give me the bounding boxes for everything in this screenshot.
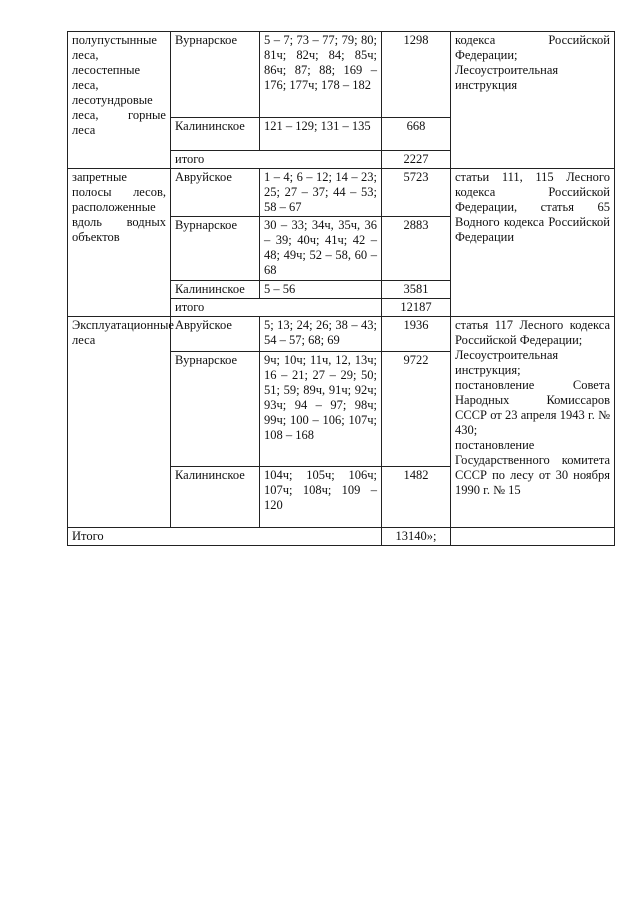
- total-label: Итого: [68, 528, 382, 546]
- subtotal-label: итого: [171, 151, 382, 169]
- table-row: [68, 32, 615, 118]
- forestry-cell: Вурнарское: [171, 32, 260, 118]
- legal-basis-cell: статьи 111, 115 Лесного кодекса Российской Федерации, статья 65 Водного кодекса Российской Федерации: [451, 169, 615, 317]
- quarters-cell: 5 – 7; 73 – 77; 79; 80; 81ч; 82ч; 84; 85ч; 86ч; 87; 88; 169 – 176; 177ч; 178 – 182: [260, 32, 382, 118]
- forest-category-table: [67, 31, 615, 546]
- forestry-cell: Авруйское: [171, 317, 260, 352]
- area-cell: 1936: [382, 317, 451, 352]
- category-cell: Эксплуатационные леса: [68, 317, 171, 528]
- quarters-cell: 30 – 33; 34ч, 35ч, 36 – 39; 40ч; 41ч; 42 – 48; 49ч; 52 – 58, 60 – 68: [260, 217, 382, 281]
- total-value: 13140»;: [382, 528, 451, 546]
- area-cell: 1482: [382, 467, 451, 528]
- legal-basis-cell: статья 117 Лесного кодекса Российской Федерации; Лесоустроительная инструкция; постановление Совета Народных Комиссаров СССР от 23 апреля 1943 г. № 430; постановление Государственного комитета СССР по лесу от 30 ноября 1990 г. № 15: [451, 317, 615, 528]
- area-cell: 9722: [382, 352, 451, 467]
- subtotal-label: итого: [171, 299, 382, 317]
- table-row: [68, 317, 615, 352]
- empty-cell: [451, 528, 615, 546]
- subtotal-value: 12187: [382, 299, 451, 317]
- category-cell: полупустынные леса, лесостепные леса, лесотундровые леса, горные леса: [68, 32, 171, 169]
- forestry-cell: Калининское: [171, 118, 260, 151]
- forestry-cell: Калининское: [171, 467, 260, 528]
- forestry-cell: Авруйское: [171, 169, 260, 217]
- forestry-cell: Вурнарское: [171, 217, 260, 281]
- quarters-cell: 104ч; 105ч; 106ч; 107ч; 108ч; 109 – 120: [260, 467, 382, 528]
- quarters-cell: 9ч; 10ч; 11ч, 12, 13ч; 16 – 21; 27 – 29; 50; 51; 59; 89ч, 91ч; 92ч; 93ч; 94 – 97; 98ч; 99ч; 100 – 106; 107ч; 108 – 168: [260, 352, 382, 467]
- table-row: [68, 169, 615, 217]
- area-cell: 3581: [382, 281, 451, 299]
- quarters-cell: 5; 13; 24; 26; 38 – 43; 54 – 57; 68; 69: [260, 317, 382, 352]
- category-cell: запретные полосы лесов, расположенные вдоль водных объектов: [68, 169, 171, 317]
- area-cell: 1298: [382, 32, 451, 118]
- area-cell: 668: [382, 118, 451, 151]
- subtotal-value: 2227: [382, 151, 451, 169]
- area-cell: 5723: [382, 169, 451, 217]
- legal-basis-cell: кодекса Российской Федерации; Лесоустроительная инструкция: [451, 32, 615, 169]
- forestry-cell: Калининское: [171, 281, 260, 299]
- area-cell: 2883: [382, 217, 451, 281]
- total-row: [68, 528, 615, 546]
- forestry-cell: Вурнарское: [171, 352, 260, 467]
- quarters-cell: 5 – 56: [260, 281, 382, 299]
- quarters-cell: 121 – 129; 131 – 135: [260, 118, 382, 151]
- quarters-cell: 1 – 4; 6 – 12; 14 – 23; 25; 27 – 37; 44 – 53; 58 – 67: [260, 169, 382, 217]
